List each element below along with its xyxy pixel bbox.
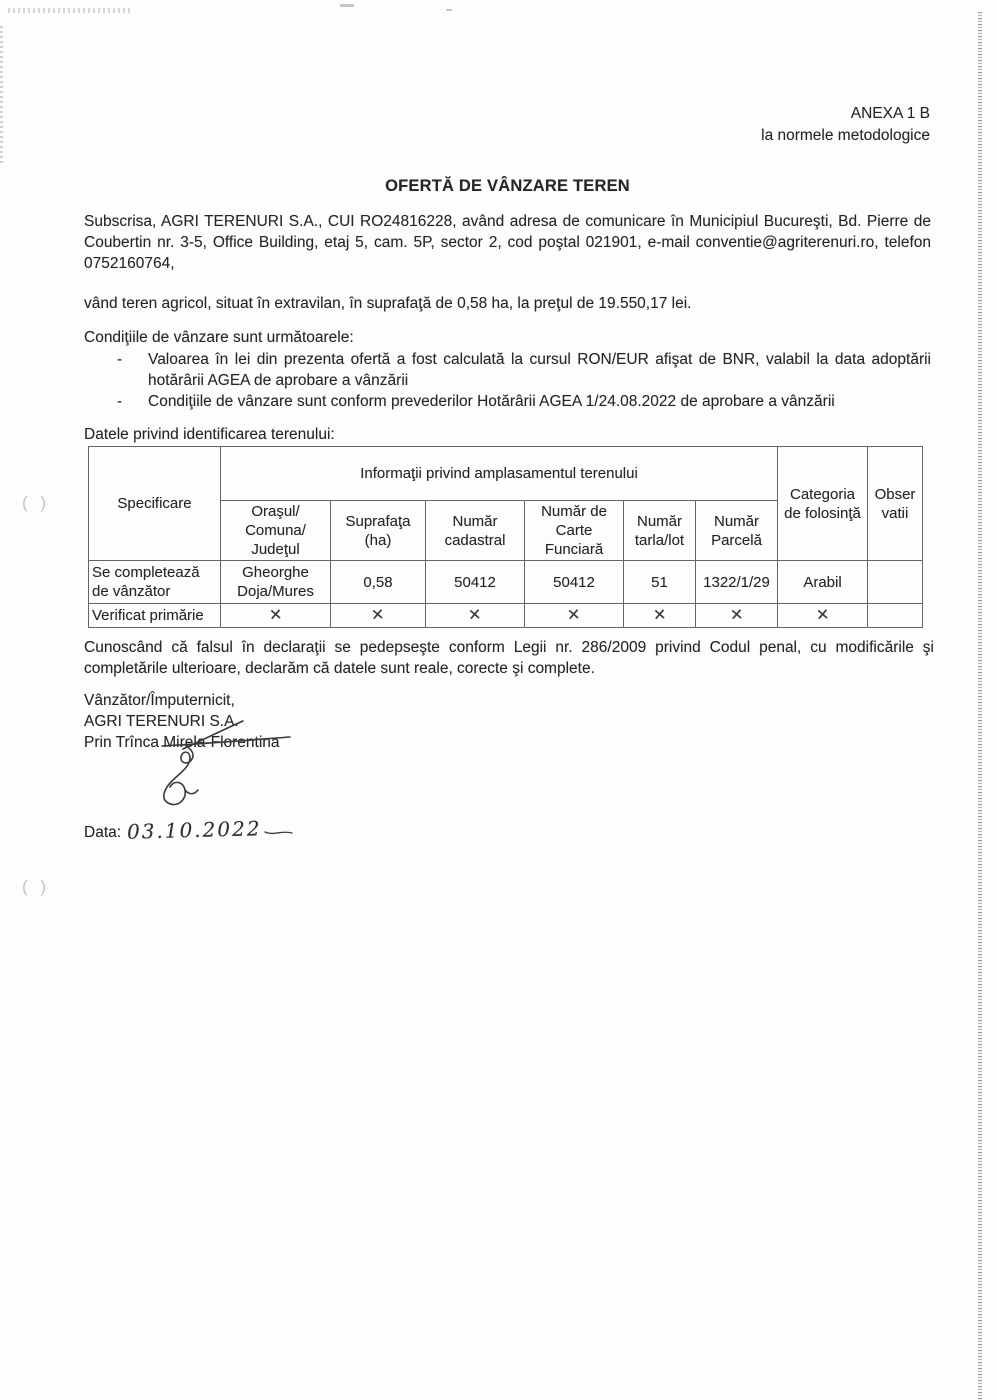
signer-company: AGRI TERENURI S.A. <box>84 713 239 730</box>
condition-text: Valoarea în lei din prezenta ofertă a fost calculată la cursul RON/EUR afişat de BNR, valabil la data adoptării hotărârii AGEA de aprobare a vânzării <box>148 351 931 389</box>
document-title: OFERTĂ DE VÂNZARE TEREN <box>385 177 630 195</box>
table-row <box>89 604 923 628</box>
punch-hole-mark: ( ) <box>22 877 51 896</box>
table-observations-header: Obser vatii <box>868 447 923 561</box>
condition-item <box>84 391 931 412</box>
cell-land-book: 50412 <box>525 561 624 604</box>
cell-plot: 51 <box>624 561 696 604</box>
handwritten-x-mark: ✕ <box>652 606 667 625</box>
handwritten-x-mark: ✕ <box>566 606 582 625</box>
scan-edge-right <box>978 12 982 1400</box>
annex-header <box>761 103 930 147</box>
annex-subtitle: la normele metodologice <box>761 127 930 144</box>
condition-item <box>84 349 931 391</box>
declaration-paragraph: Cunoscând că falsul în declaraţii se pedepseşte conform Legii nr. 286/2009 privind Codul penal, cu modificările şi completările ulterioare, declarăm că datele sunt reale, corecte şi complete. <box>84 639 934 677</box>
intro-paragraph: Subscrisa, AGRI TERENURI S.A., CUI RO24816228, având adresa de comunicare în Municipiul Bucureşti, Bd. Pierre de Coubertin nr. 3-5, Office Building, etaj 5, cam. 5P, sector 2, cod poştal 021901, e-mail conventie@agriterenuri.ro, telefon 0752160764, <box>84 213 931 272</box>
date-line <box>84 816 294 844</box>
scan-noise-top <box>8 8 133 13</box>
table-caption: Datele privind identificarea terenului: <box>84 426 335 443</box>
cell-cadastral: 50412 <box>426 561 525 604</box>
cell-observations <box>868 604 923 628</box>
offer-line: vând teren agricol, situat în extravilan, în suprafaţă de 0,58 ha, la preţul de 19.550,17 lei. <box>84 295 692 312</box>
row-label: Se completează de vânzător <box>89 561 221 604</box>
scan-speck <box>340 4 354 7</box>
handwritten-x-mark: ✕ <box>815 606 830 625</box>
col-header-parcel: Număr Parcelă <box>696 501 778 561</box>
row-label: Verificat primărie <box>89 604 221 628</box>
cell-category: Arabil <box>778 561 868 604</box>
cell-city: Gheorghe Doja/Mures <box>221 561 331 604</box>
handwritten-x-mark: ✕ <box>729 606 744 625</box>
cell-area: 0,58 <box>331 561 426 604</box>
signer-name: Prin Trînca Mirela-Florentina <box>84 734 280 751</box>
handwritten-x-mark: ✕ <box>268 606 283 625</box>
scan-edge-left <box>0 26 3 166</box>
handwritten-signature <box>130 702 300 812</box>
date-label: Data: <box>84 824 122 841</box>
table-corner-header: Specificare <box>89 447 221 561</box>
cell-observations <box>868 561 923 604</box>
col-header-city: Oraşul/ Comuna/ Judeţul <box>221 501 331 561</box>
bullet-dash: - <box>117 351 123 368</box>
scan-speck <box>446 9 452 11</box>
col-header-cadastral: Număr cadastral <box>426 501 525 561</box>
handwritten-x-mark: ✕ <box>370 606 386 625</box>
table-category-header: Categoria de folosinţă <box>778 447 868 561</box>
table-span-header: Informaţii privind amplasamentul terenului <box>221 447 778 501</box>
col-header-plot: Număr tarla/lot <box>624 501 696 561</box>
punch-hole-mark: ( ) <box>22 493 51 512</box>
bullet-dash: - <box>117 393 123 410</box>
handwritten-date: 03.10.2022 <box>126 816 262 844</box>
annex-number: ANEXA 1 B <box>850 105 930 122</box>
signer-role: Vânzător/Împuternicit, <box>84 692 235 709</box>
table-row <box>89 561 923 604</box>
conditions-list <box>84 349 931 412</box>
col-header-land-book: Număr de Carte Funciară <box>525 501 624 561</box>
handwritten-x-mark: ✕ <box>467 606 483 625</box>
handwriting-flourish <box>264 829 294 837</box>
col-header-area: Suprafaţa (ha) <box>331 501 426 561</box>
conditions-intro: Condiţiile de vânzare sunt următoarele: <box>84 329 354 346</box>
cell-parcel: 1322/1/29 <box>696 561 778 604</box>
condition-text: Condiţiile de vânzare sunt conform prevederilor Hotărârii AGEA 1/24.08.2022 de aprobare a vânzării <box>148 393 835 410</box>
land-identification-table <box>88 446 923 628</box>
